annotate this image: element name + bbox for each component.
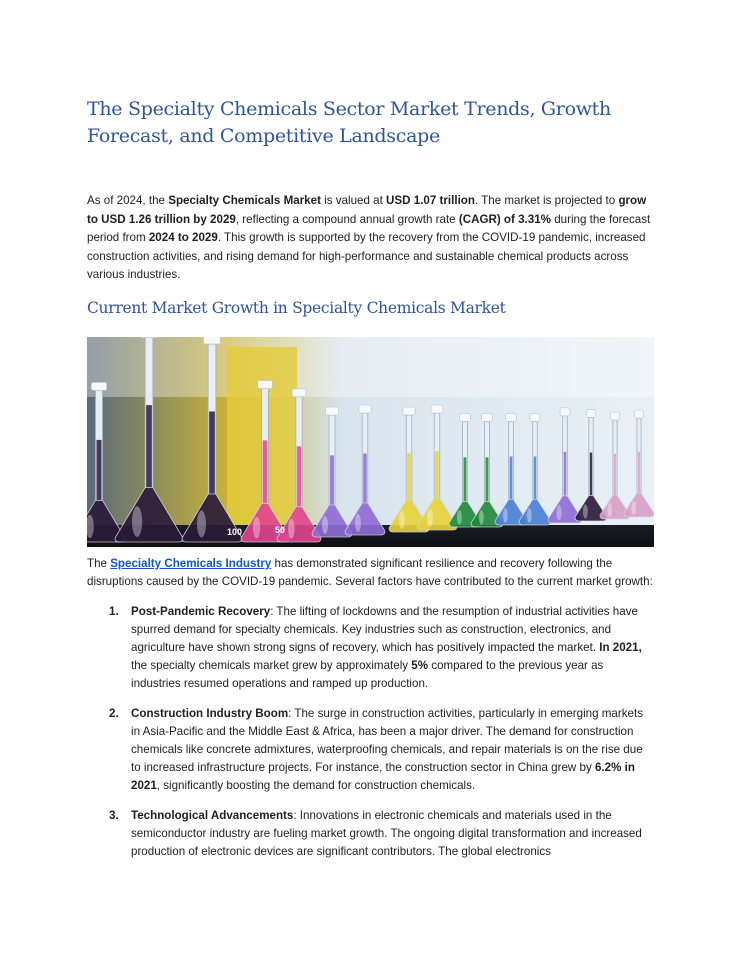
flask-stopper: [292, 389, 306, 397]
flask-highlight: [608, 503, 613, 517]
intro-bold-period: 2024 to 2029: [148, 231, 218, 245]
flask-liquid-neck: [263, 440, 268, 503]
flask-liquid-neck: [297, 446, 301, 507]
flask-liquid-neck: [564, 452, 567, 496]
flask-stopper: [634, 410, 643, 418]
flask-stopper: [258, 381, 273, 389]
flask-highlight: [132, 506, 142, 537]
flask-liquid-neck: [330, 455, 334, 505]
flask-highlight: [288, 519, 295, 539]
flask-liquid-neck: [638, 452, 640, 493]
flask-highlight: [503, 508, 508, 522]
intro-text: is valued at: [320, 194, 387, 207]
flask-liquid-neck: [464, 457, 467, 501]
factor-text: : The lifting of lockdowns and the resumption of industrial activities have spurred demand for specialty chemicals. Key industries such as construction, electronics, and agriculture have shown strong signs of recovery, which has positively impacted the market.: [131, 604, 638, 654]
hero-image-laboratory-flasks: [87, 337, 654, 547]
factor-heading: Construction Industry Boom: [131, 706, 289, 720]
flask-liquid-neck: [407, 453, 411, 500]
flask-liquid-neck: [510, 456, 513, 499]
flask-liquid-neck: [146, 405, 152, 488]
list-number: 1.: [109, 604, 119, 618]
factors-list: [87, 603, 655, 861]
list-item: [87, 705, 655, 795]
factor-bold: In 2021,: [599, 640, 642, 654]
list-item: [87, 603, 655, 693]
intro-text: As of 2024, the: [87, 194, 169, 207]
intro-text: , reflecting a compound annual growth rate: [235, 212, 459, 226]
flask-liquid-neck: [590, 452, 592, 495]
flask-highlight: [527, 508, 532, 522]
flask-highlight: [355, 514, 361, 532]
list-number: 3.: [109, 808, 119, 822]
flask-stopper: [325, 407, 338, 415]
flask-liquid-neck: [614, 454, 616, 495]
flask-highlight: [632, 501, 637, 515]
flask-highlight: [399, 511, 405, 529]
factor-heading: Technological Advancements: [131, 808, 294, 822]
flask-liquid-neck: [534, 456, 537, 499]
flask-stopper: [482, 413, 493, 421]
lead-paragraph: [87, 555, 655, 591]
flask-stopper: [91, 382, 106, 390]
intro-text: . This growth is supported by the recovery from the COVID-19 pandemic, increased construction activities, and rising demand for high-performance and sustainable chemical products across various industries.: [87, 231, 646, 282]
flask-stopper: [359, 405, 371, 413]
flask-highlight: [322, 516, 328, 534]
flask-liquid-neck: [209, 411, 215, 494]
flask-stopper: [586, 409, 596, 417]
flask-stopper: [403, 407, 415, 415]
flask-highlight: [583, 504, 588, 518]
flask-stopper: [506, 413, 516, 421]
factor-bold: 6.2% in 2021: [131, 760, 635, 792]
document-page: [87, 96, 655, 873]
flask-highlight: [479, 510, 484, 524]
list-number: 2.: [109, 706, 119, 720]
flask-highlight: [557, 505, 562, 520]
flask-highlight: [253, 517, 260, 539]
intro-paragraph: [87, 192, 655, 285]
flask-liquid-neck: [435, 451, 438, 498]
flask-volume-label: 50: [275, 524, 286, 535]
intro-bold-value: USD 1.07 trillion: [386, 194, 475, 207]
flask-highlight: [457, 510, 462, 524]
flask-highlight: [427, 509, 433, 527]
intro-text: . The market is projected to: [474, 194, 619, 207]
flasks-illustration: [87, 337, 654, 547]
factor-text: , significantly boosting the demand for construction chemicals.: [156, 778, 476, 792]
factor-heading: Post-Pandemic Recovery: [131, 604, 271, 618]
factor-text: : The surge in construction activities, particularly in emerging markets in Asia-Pacific and the Middle East & Africa, has been a major driver. The demand for construction chemicals like concrete admixtures, waterproofing chemicals, and repair materials is on the rise due to increased infrastructure projects. For instance, the construction sector in China grew by: [131, 706, 643, 774]
factor-text: the specialty chemicals market grew by approximately: [131, 658, 412, 672]
flask-volume-label: 100: [227, 526, 243, 537]
list-item: [87, 807, 655, 861]
flask-stopper: [204, 337, 221, 344]
specialty-chemicals-industry-link[interactable]: Specialty Chemicals Industry: [110, 556, 272, 570]
flask-stopper: [431, 405, 443, 413]
factor-text: compared to the previous year as industries resumed operations and ramped up production.: [131, 658, 604, 690]
intro-bold-market: Specialty Chemicals Market: [168, 194, 321, 207]
lead-text: has demonstrated significant resilience and recovery following the disruptions caused by the COVID-19 pandemic. Several factors have contributed to the current market growth:: [87, 556, 653, 588]
lead-text: The: [87, 556, 111, 570]
flask-highlight: [197, 510, 206, 537]
flask-liquid-neck: [486, 457, 489, 501]
flask-stopper: [530, 413, 540, 421]
factor-bold: 5%: [411, 658, 429, 672]
flask-liquid-neck: [363, 453, 367, 503]
intro-bold-forecast: grow to USD 1.26 trillion by 2029: [87, 194, 647, 226]
factor-text: : Innovations in electronic chemicals and materials used in the semiconductor industry are fueling market growth. The ongoing digital transformation and increased production of electronic devices are significant contributors. The global electronics: [131, 808, 642, 858]
flask-liquid-neck: [97, 440, 102, 501]
intro-bold-cagr: (CAGR) of 3.31%: [458, 212, 551, 226]
flask-stopper: [610, 412, 619, 420]
flask-stopper: [460, 413, 471, 421]
flask-stopper: [560, 408, 570, 416]
section-heading: Current Market Growth in Specialty Chemicals Market: [87, 298, 506, 317]
page-title: The Specialty Chemicals Sector Market Trends, Growth Forecast, and Competitive Landscape: [87, 98, 611, 147]
flask-stopper: [141, 337, 158, 338]
intro-text: during the forecast period from: [87, 212, 651, 245]
